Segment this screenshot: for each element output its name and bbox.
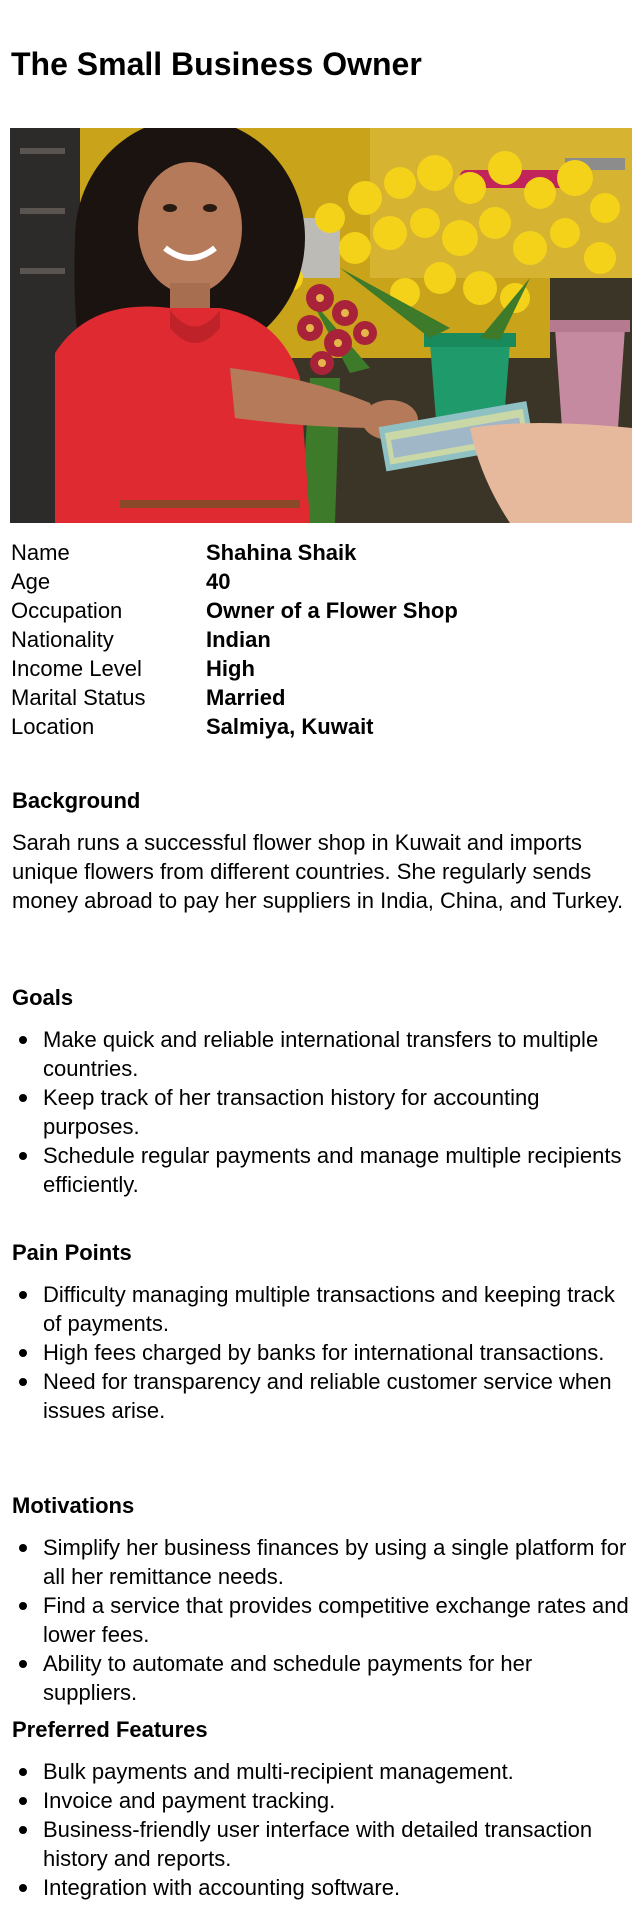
bullet-icon	[19, 1349, 27, 1357]
list-item	[12, 1815, 632, 1873]
section-heading: Pain Points	[12, 1240, 132, 1265]
list-item-text: Bulk payments and multi-recipient management.	[43, 1759, 514, 1784]
list-item-text: Invoice and payment tracking.	[43, 1788, 336, 1813]
profile-row-marital-status	[11, 683, 611, 712]
profile-facts	[11, 538, 611, 741]
list-item-text: Schedule regular payments and manage multiple recipients efficiently.	[43, 1143, 622, 1197]
profile-label: Age	[11, 569, 51, 594]
profile-value: Owner of a Flower Shop	[206, 598, 458, 623]
list-item-text: High fees charged by banks for international transactions.	[43, 1340, 605, 1365]
bullet-icon	[19, 1094, 27, 1102]
profile-label: Marital Status	[11, 685, 146, 710]
profile-value: High	[206, 656, 255, 681]
list-item-text: Find a service that provides competitive exchange rates and lower fees.	[43, 1593, 629, 1647]
pain-points-section	[12, 1238, 632, 1425]
preferred-features-section	[12, 1715, 632, 1902]
bullet-icon	[19, 1602, 27, 1610]
section-heading: Preferred Features	[12, 1717, 208, 1742]
bullet-icon	[19, 1826, 27, 1834]
list-item	[12, 1367, 632, 1425]
profile-row-name	[11, 538, 611, 567]
page-title: The Small Business Owner	[11, 46, 422, 82]
profile-value: Salmiya, Kuwait	[206, 714, 374, 739]
list-item-text: Need for transparency and reliable customer service when issues arise.	[43, 1369, 612, 1423]
bullet-icon	[19, 1036, 27, 1044]
list-item-text: Integration with accounting software.	[43, 1875, 401, 1900]
list-item	[12, 1083, 632, 1141]
list-item	[12, 1025, 632, 1083]
profile-row-occupation	[11, 596, 611, 625]
profile-label: Location	[11, 714, 95, 739]
profile-value: Shahina Shaik	[206, 540, 357, 565]
motivations-list	[12, 1533, 632, 1707]
background-text: Sarah runs a successful flower shop in Kuwait and imports unique flowers from different countries. She regularly sends money abroad to pay her suppliers in India, China, and Turkey.	[12, 830, 624, 913]
list-item-text: Ability to automate and schedule payments for her suppliers.	[43, 1651, 533, 1705]
bullet-icon	[19, 1378, 27, 1386]
profile-label: Occupation	[11, 598, 123, 623]
list-item	[12, 1533, 632, 1591]
bullet-icon	[19, 1660, 27, 1668]
profile-label: Name	[11, 540, 70, 565]
goals-section	[12, 983, 632, 1199]
bullet-icon	[19, 1797, 27, 1805]
bullet-icon	[19, 1291, 27, 1299]
list-item-text: Keep track of her transaction history for accounting purposes.	[43, 1085, 540, 1139]
list-item	[12, 1649, 632, 1707]
preferred-features-list	[12, 1757, 632, 1902]
profile-row-nationality	[11, 625, 611, 654]
list-item	[12, 1280, 632, 1338]
bullet-icon	[19, 1884, 27, 1892]
pain-points-list	[12, 1280, 632, 1425]
bullet-icon	[19, 1544, 27, 1552]
list-item	[12, 1786, 632, 1815]
list-item-text: Make quick and reliable international transfers to multiple countries.	[43, 1027, 599, 1081]
list-item	[12, 1338, 632, 1367]
list-item-text: Simplify her business finances by using a single platform for all her remittance needs.	[43, 1535, 627, 1589]
profile-value: Married	[206, 685, 286, 710]
section-heading: Motivations	[12, 1493, 135, 1518]
flower-shop-owner-photo	[10, 128, 632, 523]
profile-value: 40	[206, 569, 231, 594]
list-item	[12, 1757, 632, 1786]
goals-list	[12, 1025, 632, 1199]
profile-label: Nationality	[11, 627, 114, 652]
profile-label: Income Level	[11, 656, 142, 681]
section-heading: Goals	[12, 985, 74, 1010]
profile-row-location	[11, 712, 611, 741]
section-heading: Background	[12, 788, 141, 813]
list-item	[12, 1591, 632, 1649]
list-item	[12, 1141, 632, 1199]
profile-value: Indian	[206, 627, 271, 652]
list-item-text: Difficulty managing multiple transactions and keeping track of payments.	[43, 1282, 615, 1336]
profile-row-income-level	[11, 654, 611, 683]
motivations-section	[12, 1491, 632, 1707]
bullet-icon	[19, 1768, 27, 1776]
list-item-text: Business-friendly user interface with detailed transaction history and reports.	[43, 1817, 593, 1871]
background-section	[12, 786, 632, 915]
profile-row-age	[11, 567, 611, 596]
bullet-icon	[19, 1152, 27, 1160]
list-item	[12, 1873, 632, 1902]
